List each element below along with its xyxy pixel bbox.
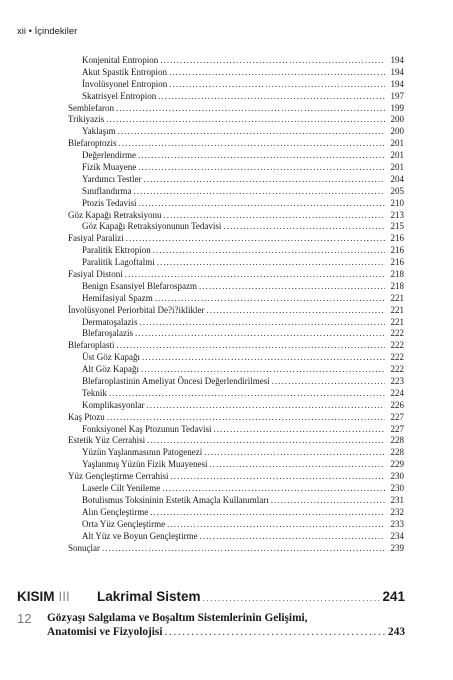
toc-entry-page-number: 213 [390,209,404,220]
toc-entry[interactable] [0,174,453,186]
toc-entry-title: Orta Yüz Gençleştirme [82,518,166,529]
toc-entry[interactable] [0,436,453,448]
dot-leader [162,483,385,495]
part-title: Lakrimal Sistem [97,589,201,604]
toc-entry-title: Akut Spastik Entropion [82,66,167,77]
toc-entry-page-number: 201 [390,150,404,161]
dot-leader [169,79,385,91]
toc-entry-page-number: 221 [390,304,404,315]
toc-entry[interactable] [0,376,453,388]
dot-leader [153,245,385,257]
toc-entry[interactable] [0,507,453,519]
dot-leader [116,103,385,115]
toc-entry[interactable] [0,305,453,317]
toc-entry-title: Yaşlanmış Yüzün Fizik Muayenesi [82,459,208,470]
dot-leader [147,400,386,412]
toc-entry-page-number: 230 [390,483,404,494]
toc-entry-page-number: 223 [390,376,404,387]
toc-entry-page-number: 200 [390,126,404,137]
dot-leader [163,210,385,222]
dot-leader [138,150,385,162]
dot-leader [144,174,385,186]
toc-entry-page-number: 215 [390,221,404,232]
toc-entry-title: Fasiyal Distoni [68,269,123,280]
part-page-number: 241 [382,589,405,604]
toc-entry-title: Üst Göz Kapağı [82,352,140,363]
chapter-number: 12 [17,611,32,626]
toc-entry-page-number: 224 [390,387,404,398]
dot-leader [107,412,385,424]
toc-entry-page-number: 201 [390,138,404,149]
toc-entry[interactable] [0,519,453,531]
toc-entry[interactable] [0,495,453,507]
toc-entry-title: Komplikasyonlar [82,399,145,410]
toc-entry-title: İnvolüsyonel Periorbital De?i?iklikler [68,304,205,315]
toc-entry-title: Estetik Yüz Cerrahisi [68,435,146,446]
toc-entry-title: Blefaroplasti [68,340,115,351]
toc-entry[interactable] [0,281,453,293]
toc-entry-page-number: 227 [390,423,404,434]
toc-entry[interactable] [0,471,453,483]
toc-entry-page-number: 197 [390,90,404,101]
toc-entry[interactable] [0,531,453,543]
toc-entry[interactable] [0,186,453,198]
toc-entry-page-number: 228 [390,435,404,446]
dot-leader [169,67,385,79]
toc-entry-title: Alın Gençleştirme [82,506,149,517]
toc-entry-title: Benign Esansiyel Blefarospazm [82,280,197,291]
toc-entry[interactable] [0,257,453,269]
toc-entry[interactable] [0,352,453,364]
toc-entry[interactable] [0,210,453,222]
toc-entry-title: Fizik Muayene [82,162,137,172]
dot-leader [142,352,385,364]
toc-entry-page-number: 226 [390,399,404,410]
toc-entry[interactable] [0,198,453,210]
toc-entry-page-number: 218 [390,280,404,291]
toc-entry-title: Dermatoşalazis [82,316,138,327]
toc-entry[interactable] [0,103,453,115]
toc-entry-page-number: 222 [390,328,404,339]
toc-entry-page-number: 233 [390,518,404,529]
toc-entry-page-number: 216 [390,257,404,268]
toc-entry-title: Alt Yüz ve Boyun Gençleştirme [82,530,198,541]
toc-entry-title: Paralitik Ektropion [82,245,151,256]
toc-entry[interactable] [0,162,453,174]
toc-entry[interactable] [0,67,453,79]
toc-entry[interactable] [0,483,453,495]
dot-leader [119,138,386,150]
dot-leader [134,186,386,198]
toc-entry-page-number: 222 [390,352,404,363]
toc-entry-page-number: 228 [390,447,404,458]
dot-leader [138,162,385,174]
toc-entry-page-number: 218 [390,269,404,280]
dot-leader [109,388,385,400]
dot-leader [203,593,381,603]
toc-entry-page-number: 210 [390,197,404,208]
toc-entry[interactable] [0,364,453,376]
toc-entry-title: Paralitik Lagoftalmi [82,257,155,268]
table-of-contents [0,55,453,554]
toc-entry-page-number: 201 [390,162,404,172]
toc-entry-title: Göz Kapağı Retraksiyonunun Tedavisi [82,221,222,232]
toc-entry[interactable] [0,293,453,305]
toc-entry-title: Semblefaron [68,102,114,113]
toc-entry[interactable] [0,91,453,103]
dot-leader [167,519,385,531]
toc-entry-page-number: 239 [390,542,404,553]
toc-entry[interactable] [0,245,453,257]
toc-entry[interactable] [0,221,453,233]
toc-entry[interactable] [0,317,453,329]
toc-entry-title: Botulismus Toksininin Estetik Amaçla Kullanımları [82,494,269,505]
toc-entry[interactable] [0,138,453,150]
dot-leader [150,507,385,519]
dot-leader [164,626,386,638]
toc-entry-title: Teknik [82,387,107,398]
toc-entry-page-number: 229 [390,459,404,470]
dot-leader [125,269,385,281]
toc-entry-title: Fonksiyonel Kaş Ptozunun Tedavisi [82,423,212,434]
toc-entry-title: Trikiyazis [68,114,105,125]
toc-entry-page-number: 230 [390,471,404,482]
toc-entry-title: Sonuçlar [68,542,100,553]
toc-entry-title: Blefaroplastinin Ameliyat Öncesi Değerlendirilmesi [82,376,270,387]
toc-entry[interactable] [0,412,453,424]
toc-entry[interactable] [0,150,453,162]
toc-entry-page-number: 194 [390,66,404,77]
dot-leader [210,459,386,471]
dot-leader [155,293,385,305]
chapter-title-line-1: Gözyaşı Salgılama ve Boşaltım Sistemlerinin Gelişimi, [47,612,308,624]
toc-entry[interactable] [0,424,453,436]
toc-entry[interactable] [0,459,453,471]
toc-entry-title: İnvolüsyonel Entropion [82,78,168,89]
dot-leader [170,471,385,483]
toc-entry[interactable] [0,126,453,138]
dot-leader [138,198,385,210]
chapter-title-line-2-row [47,626,405,638]
toc-entry-page-number: 232 [390,506,404,517]
dot-leader [135,328,385,340]
toc-entry[interactable] [0,114,453,126]
dot-leader [160,55,385,67]
chapter-page-number: 243 [388,626,405,638]
running-header: xii • İçindekiler [17,26,78,37]
toc-entry-page-number: 221 [390,316,404,327]
dot-leader [271,495,385,507]
dot-leader [147,435,385,447]
toc-entry[interactable] [0,340,453,352]
toc-entry[interactable] [0,79,453,91]
toc-entry-page-number: 199 [390,102,404,113]
toc-entry-page-number: 231 [390,494,404,505]
toc-entry-page-number: 194 [390,78,404,89]
toc-entry-page-number: 221 [390,292,404,303]
dot-leader [199,281,385,293]
toc-entry[interactable] [0,328,453,340]
dot-leader [204,447,385,459]
toc-entry-page-number: 204 [390,173,404,184]
dot-leader [206,305,385,317]
toc-entry-title: Yardımcı Testler [82,173,142,184]
toc-entry[interactable] [0,543,453,555]
toc-entry-title: Konjenital Entropion [82,54,159,65]
toc-entry-page-number: 227 [390,411,404,422]
toc-entry[interactable] [0,400,453,412]
part-heading[interactable] [17,589,405,609]
toc-entry-title: Ptozis Tedavisi [82,197,137,208]
toc-entry-title: Sınıflandırma [82,185,132,196]
dot-leader [118,126,385,138]
dot-leader [139,317,385,329]
chapter-title-line-2: Anatomisi ve Fizyolojisi [47,626,163,638]
dot-leader [141,364,385,376]
toc-entry-page-number: 216 [390,233,404,244]
dot-leader [272,376,385,388]
toc-entry-page-number: 200 [390,114,404,125]
toc-entry-title: Yüzün Yaşlanmasının Patogenezi [82,447,203,458]
toc-entry-page-number: 194 [390,54,404,65]
dot-leader [200,531,385,543]
toc-entry-title: Göz Kapağı Retraksiyonu [68,209,162,220]
toc-entry-page-number: 216 [390,245,404,256]
toc-entry[interactable] [0,55,453,67]
dot-leader [223,221,385,233]
dot-leader [126,233,385,245]
toc-entry-title: Yüz Gençleştirme Cerrahisi [68,471,169,482]
toc-entry-title: Blefaroşalazis [82,328,133,339]
dot-leader [157,257,385,269]
toc-entry-title: Değerlendirme [82,150,136,161]
toc-entry[interactable] [0,388,453,400]
dot-leader [102,543,385,555]
dot-leader [213,424,385,436]
toc-entry-title: Skatrisyel Entropion [82,90,157,101]
toc-entry-page-number: 222 [390,340,404,351]
part-prefix: KISIM [17,589,55,604]
dot-leader [117,340,386,352]
toc-entry-title: Fasiyal Paralizi [68,233,124,244]
toc-entry-title: Laserle Cilt Yenileme [82,483,161,494]
toc-entry-title: Hemifasiyal Spazm [82,292,153,303]
toc-entry[interactable] [0,447,453,459]
part-number: III [58,589,70,604]
toc-entry-page-number: 222 [390,364,404,375]
toc-entry-title: Kaş Ptozu [68,411,105,422]
toc-entry-title: Blefaroptozis [68,138,117,149]
dot-leader [106,114,385,126]
toc-entry-title: Alt Göz Kapağı [82,364,139,375]
toc-entry-page-number: 205 [390,185,404,196]
dot-leader [158,91,385,103]
toc-entry-title: Yaklaşım [82,126,116,137]
toc-entry-page-number: 234 [390,530,404,541]
toc-entry[interactable] [0,269,453,281]
toc-entry[interactable] [0,233,453,245]
